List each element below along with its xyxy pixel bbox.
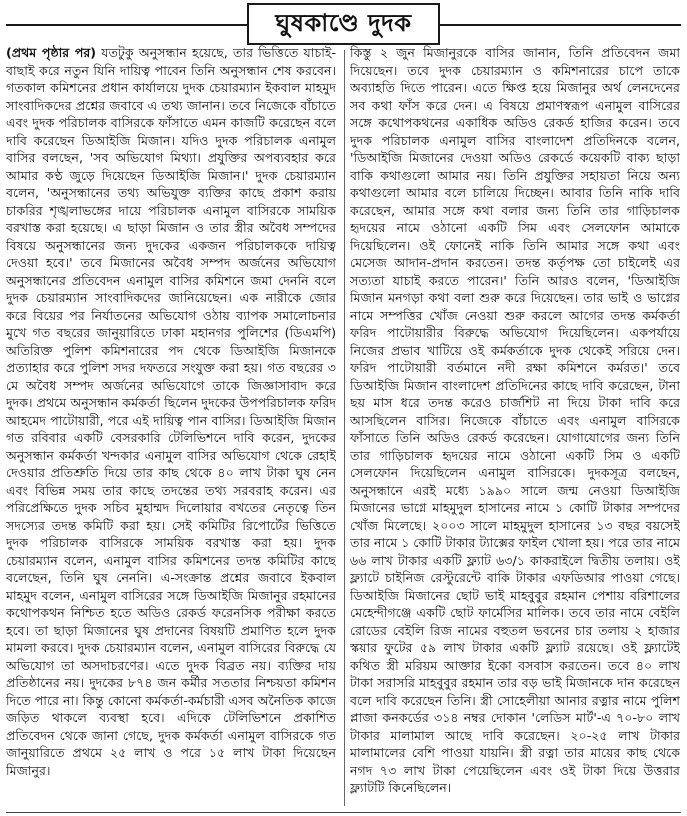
article-columns	[6, 44, 681, 810]
article-text-left: যতটুকু অনুসন্ধান হয়েছে, তার ভিত্তিতে যাচাই-বাছাই করে নতুন যিনি দায়িত্ব পাবেন তিনি অনুসন্ধান শেষ করবেন। গতকাল কমিশনের প্রধান কার্যালয়ে দুদক চেয়ারম্যান ইকবাল মাহমুদ সাংবাদিকদের প্রশ্নের জবাবে এ তথ্য জানান। তবে নিজেকে বাঁচাতে এবং দুদক পরিচালক বাসিরকে ফাঁসাতে এমন কাজটি করেছেন বলে দাবি করেছেন ডিআইজি মিজান। যদিও দুদক পরিচালক এনামুল বাসির বলছেন, 'সব অভিযোগ মিথ্যা। প্রযুক্তির অপব্যবহার করে আমার কণ্ঠ জুড়ে দিয়েছেন ডিআইজি মিজান।' দুদক চেয়ারম্যান বলেন, 'অনুসন্ধানের তথ্য অভিযুক্ত ব্যক্তির কাছে প্রকাশ করায় চাকরির শৃঙ্খলাভঙ্গের দায়ে পরিচালক এনামুল বাসিরকে সাময়িক বরখাস্ত করা হয়েছে। এ ছাড়া মিজান ও তার স্ত্রীর অবৈধ সম্পদের বিষয়ে অনুসন্ধানের জন্য দুদকের একজন পরিচালককে দায়িত্ব দেওয়া হবে।' তবে মিজানের অবৈধ সম্পদ অর্জনের অভিযোগ অনুসন্ধানের প্রতিবেদন এনামুল বাসির কমিশনে জমা দেননি বলে দুদক চেয়ারম্যান সাংবাদিকদের জানিয়েছেন। এক নারীকে জোর করে বিয়ের পর নির্যাতনের অভিযোগ ওঠায় ব্যাপক সমালোচনার মুখে গত বছরের জানুয়ারিতে ঢাকা মহানগর পুলিশের (ডিএমপি) অতিরিক্ত পুলিশ কমিশনারের পদ থেকে ডিআইজি মিজানকে প্রত্যাহার করে পুলিশ সদর দফতরে সংযুক্ত করা হয়। গত বছরের ৩ মে অবৈধ সম্পদ অর্জনের অভিযোগে তাকে জিজ্ঞাসাবাদ করে দুদক। প্রথমে অনুসন্ধান কর্মকর্তা ছিলেন দুদকের উপপরিচালক ফরিদ আহমেদ পাটোয়ারী, পরে এই দায়িত্ব পান বাসির। ডিআইজি মিজান গত রবিবার একটি বেসরকারি টেলিভিশনে দাবি করেন, দুদকের অনুসন্ধান কর্মকর্তা খন্দকার এনামুল বাসির অভিযোগ থেকে রেহাই দেওয়ার প্রতিশ্রুতি দিয়ে তার কাছ থেকে ৪০ লাখ টাকা ঘুষ নেন এবং বিভিন্ন সময় তার কাছে তদন্তের তথ্য সরবরাহ করেন। এর পরিপ্রেক্ষিতে দুদক সচিব মুহাম্মদ দিলোয়ার বখতের নেতৃত্বে তিন সদস্যের তদন্ত কমিটি করা হয়। সেই কমিটির রিপোর্টের ভিত্তিতে দুদক পরিচালক বাসিরকে সাময়িক বরখাস্ত করা হয়। দুদক চেয়ারম্যান বলেন, এনামুল বাসির কমিশনের তদন্ত কমিটির কাছে বলেছেন, তিনি ঘুষ নেননি। এ-সংক্রান্ত প্রশ্নের জবাবে ইকবাল মাহমুদ বলেন, এনামুল বাসিরের সঙ্গে ডিআইজি মিজানুর রহমানের কথোপকথন নিশ্চিত হতে অডিও রেকর্ড ফরেনসিক পরীক্ষা করতে হবে। তা ছাড়া মিজানের ঘুষ প্রদানের বিষয়টি প্রমাণিত হলে দুদক মামলা করবে। দুদক চেয়ারম্যান বলেন, এনামুল বাসিরের বিরুদ্ধে যে অভিযোগ তা অসদাচরণের। এতে দুদক বিব্রত নয়। ব্যক্তির দায় প্রতিষ্ঠানের নয়। দুদকের ৮৭৪ জন কর্মীর সততার নিশ্চয়তা কমিশন দিতে পারে না। কিন্তু কোনো কর্মকর্তা-কর্মচারী এসব অনৈতিক কাজে জড়িত থাকলে ব্যবস্থা হবে। এদিকে টেলিভিশনে প্রকাশিত প্রতিবেদন থেকে জানা গেছে, দুদক কর্মকর্তা এনামুল বাসিরকে গত জানুয়ারিতে প্রথমে ২৫ লাখ ও পরে ১৫ লাখ টাকা দিয়েছেন মিজানুর।	[6, 45, 336, 778]
bottom-rule	[6, 812, 681, 813]
article-column-left	[6, 44, 336, 810]
headline-bar	[0, 0, 687, 44]
headline: ঘুষকাণ্ডে দুদক	[247, 3, 439, 45]
article-paragraph-left	[6, 44, 336, 779]
article-column-right	[350, 44, 680, 810]
continued-label: (প্রথম পৃষ্ঠার পর)	[6, 45, 97, 60]
article-text-right: কিস্তু ২ জুন মিজানুরকে বাসির জানান, তিনি প্রতিবেদন জমা দিয়েছেন। তবে দুদক চেয়ারম্যান ও কমিশনারের চাপে তাকে অব্যাহতি দিতে পারেন। এতে ক্ষিপ্ত হয়ে মিজানুর অর্থ লেনদেনের সব কথা ফাঁস করে দেন। এ বিষয়ে প্রমাণস্বরূপ এনামুল বাসিরের সঙ্গে কথোপকথনের একাধিক অডিও রেকর্ড হাজির করেন। তবে দুদক পরিচালক এনামুল বাসির বাংলাদেশ প্রতিদিনকে বলেন, 'ডিআইজি মিজানের দেওয়া অডিও রেকর্ডে কয়েকটি বাক্য ছাড়া বাকি কথাগুলো আমার নয়। তিনি প্রযুক্তির সহায়তা নিয়ে অন্য কথাগুলো আমার বলে চালিয়ে দিচ্ছেন। আবার তিনি নাকি দাবি করেছেন, আমার সঙ্গে কথা বলার জন্য তিনি তার গাড়িচালক হৃদয়ের নামে ওঠানো একটি সিম এবং সেলফোন আমাকে দিয়েছিলেন। ওই ফোনেই নাকি তিনি আমার সঙ্গে কথা এবং মেসেজ আদান-প্রদান করতেন। তদন্ত কর্তৃপক্ষ তো চাইলেই এর সত্যতা যাচাই করতে পারেন।' তিনি আরও বলেন, 'ডিআইজি মিজান মনগড়া কথা বলা শুরু করে দিয়েছেন। তার ভাই ও ভাগ্নের নামে সম্পত্তির খোঁজ নেওয়া শুরু করলে আগের তদন্ত কর্মকর্তা ফরিদ পাটোয়ারীর বিরুদ্ধে অভিযোগ দিয়েছিলেন। একপর্যায়ে নিজের প্রভাব খাটিয়ে ওই কর্মকর্তাকে দুদক থেকেই সরিয়ে দেন। ফরিদ পাটোয়ারী বর্তমানে নদী রক্ষা কমিশনে কর্মরত।' তবে ডিআইজি মিজান বাংলাদেশ প্রতিদিনের কাছে দাবি করেছেন, টানা ছয় মাস ধরে তদন্ত করেও চার্জশিট না দিয়ে টাকা দাবি করে আসছিলেন বাসির। নিজেকে বাঁচাতে এবং এনামুল বাসিরকে ফাঁসাতে তিনি অডিও রেকর্ড করেছেন। যোগাযোগের জন্য তিনি তার গাড়িচালক হৃদয়ের নামে ওঠানো একটি সিম ও একটি সেলফোন দিয়েছিলেন এনামুল বাসিরকে। দুদকসূত্র বলছেন, অনুসন্ধানে এরই মধ্যে ১৯৯০ সালে জন্ম নেওয়া ডিআইজি মিজানের ভাগ্নে মাহমুদুল হাসানের নামে ১ কোটি টাকার সম্পদের খোঁজ মিলেছে। ২০০৩ সালে মাহমুদুল হাসানের ১৩ বছর বয়সেই তার নামে ১ কোটি টাকার ট্যাক্সের ফাইল খোলা হয়। পরে তার নামে ৬৬ লাখ টাকার একটি ফ্ল্যাট ৬৩/১ কাকরাইলে দ্বিতীয় তলায়। ওই ফ্ল্যাটে চাইনিজ রেস্টুরেন্টে বাকি টাকার এফডিআর পাওয়া গেছে। ডিআইজি মিজানের ছোট ভাই মাহবুবুর রহমান পেশায় বরিশালের মেহেন্দীগঞ্জে একটি ছোট ফার্মেসির মালিক। তবে তার নামে বেইলি রোডের বেইলি রিজ নামের বহুতল ভবনের চার তলায় ২ হাজার স্কয়ার ফুটের ৫৯ লাখ টাকার একটি ফ্ল্যাট রয়েছে। ওই ফ্ল্যাটেই কথিত স্ত্রী মরিয়ম আক্তার ইকো বসবাস করতেন। তবে ৪০ লাখ টাকা সরাসরি মাহবুবুর রহমান তার বড় ভাই মিজানকে দান করেছেন বলে দাবি করেছেন তিনি। স্ত্রী সোহেলীয়া আনার রত্নার নামে পুলিশ প্লাজা কনকর্ডের ৩১৪ নম্বর দোকান 'লেডিস মার্ট'-এ ৭০-৮০ লাখ টাকার মালামাল আছে দাবি করেছেন। ২০-২৫ লাখ টাকার মালামালের বেশি পাওয়া যায়নি। স্ত্রী রত্না তার মায়ের কাছ থেকে নগদ ৭৩ লাখ টাকা পেয়েছিলেন এবং ওই টাকা দিয়ে উত্তরার ফ্ল্যাটটি কিনেছিলেন।	[350, 45, 680, 795]
article-paragraph-right	[350, 44, 680, 797]
